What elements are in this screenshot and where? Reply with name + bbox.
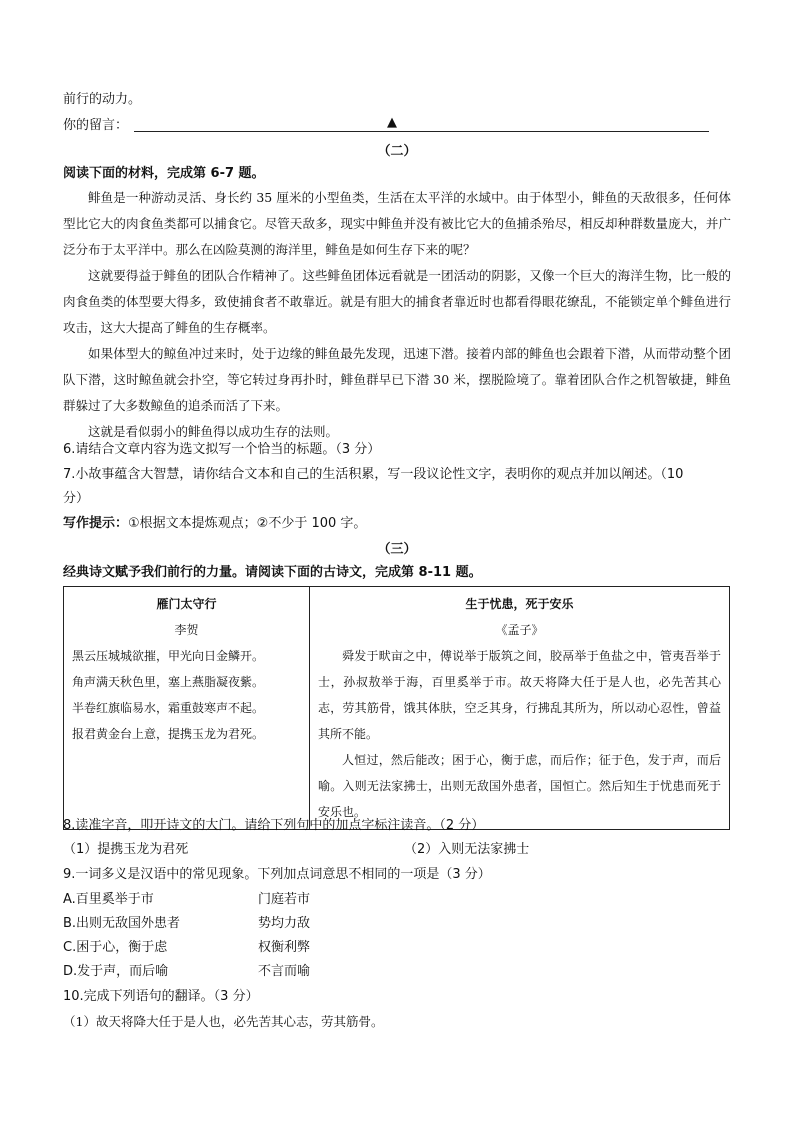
question-10: 10.完成下列语句的翻译。（3 分） (63, 989, 259, 1004)
poem-author: 李贺 (174, 623, 199, 637)
poem-cell (64, 587, 310, 830)
option-b-compare: 势均力敌 (258, 916, 311, 931)
option-b: B.出则无敌国外患者 (63, 916, 181, 931)
prose-paragraph: 舜发于畎亩之中，傅说举于版筑之间，胶鬲举于鱼盐之中，管夷吾举于士，孙叔敖举于海，百里奚举于市。故天将降大任于是人也，必先苦其心志，劳其筋骨，饿其体肤，空乏其身，行拂乱其所为，所以动心忍性，曾益其所不能。 (318, 649, 721, 741)
question-6: 6.请结合文章内容为选文拟写一个恰当的标题。（3 分） (63, 442, 381, 457)
poem-line: 半卷红旗临易水，霜重鼓寒声不起。 (72, 701, 265, 715)
texts-table (63, 586, 730, 830)
section-two-instruction: 阅读下面的材料，完成第 6-7 题。 (63, 166, 265, 181)
poem-line: 黑云压城城欲摧，甲光向日金鳞开。 (72, 649, 265, 663)
passage-paragraph: 这就要得益于鲱鱼的团队合作精神了。这些鲱鱼团体远看就是一团活动的阴影，又像一个巨大的海洋生物，比一般的肉食鱼类的体型要大得多，致使捕食者不敢靠近。就是有胆大的捕食者靠近时也都看得眼花缭乱，不能锁定单个鲱鱼进行攻击，这大大提高了鲱鱼的生存概率。 (63, 268, 731, 335)
message-label: 你的留言： (63, 118, 129, 133)
passage-paragraph: 如果体型大的鲸鱼冲过来时，处于边缘的鲱鱼最先发现，迅速下潜。接着内部的鲱鱼也会跟着下潜，从而带动整个团队下潜，这时鲸鱼就会扑空，等它转过身再扑时，鲱鱼群早已下潜 30 米，摆脱险境了。靠着团队合作之机智敏捷，鲱鱼群躲过了大多数鲸鱼的追杀而活了下来。 (63, 346, 731, 413)
option-a-compare: 门庭若市 (258, 892, 311, 907)
carry-over-text: 前行的动力。 (63, 92, 142, 107)
passage-text (63, 185, 731, 445)
question-8-item-1: （1）提携玉龙为君死 (63, 842, 189, 857)
poem-title: 雁门太守行 (156, 597, 217, 611)
section-three-heading: （三） (377, 542, 417, 557)
question-7-line-2: 分） (63, 491, 90, 506)
option-c: C.困于心，衡于虑 (63, 940, 168, 955)
writing-tip (63, 514, 366, 534)
poem-line: 报君黄金台上意，提携玉龙为君死。 (72, 727, 265, 741)
option-d: D.发于声，而后喻 (63, 964, 169, 979)
question-8-item-2: （2）入则无法家拂士 (404, 842, 530, 857)
triangle-marker-icon: ▲ (387, 115, 397, 130)
writing-tip-label: 写作提示： (63, 516, 129, 531)
question-9: 9.一词多义是汉语中的常见现象。下列加点词意思不相同的一项是（3 分） (63, 867, 491, 882)
passage-paragraph: 鲱鱼是一种游动灵活、身长约 35 厘米的小型鱼类，生活在太平洋的水域中。由于体型小，鲱鱼的天敌很多，任何体型比它大的肉食鱼类都可以捕食它。尽管天敌多，现实中鲱鱼并没有被比它大的鱼捕杀殆尽，相反却种群数量庞大，并广泛分布于太平洋中。那么在凶险莫测的海洋里，鲱鱼是如何生存下来的呢？ (63, 190, 731, 257)
option-c-compare: 权衡利弊 (258, 940, 311, 955)
question-10-item-1: （1）故天将降大任于是人也，必先苦其心志，劳其筋骨。 (63, 1014, 384, 1029)
section-three-instruction: 经典诗文赋予我们前行的力量。请阅读下面的古诗文，完成第 8-11 题。 (63, 565, 482, 580)
question-8: 8.读准字音，叩开诗文的大门。请给下列句中的加点字标注读音。（2 分） (63, 818, 485, 833)
prose-title: 生于忧患，死于安乐 (465, 597, 574, 611)
option-d-compare: 不言而喻 (258, 964, 311, 979)
poem-line: 角声满天秋色里，塞上燕脂凝夜紫。 (72, 675, 265, 689)
prose-author: 《孟子》 (495, 623, 544, 637)
option-a: A.百里奚举于市 (63, 892, 154, 907)
section-two-heading: （二） (377, 144, 417, 159)
passage-paragraph: 这就是看似弱小的鲱鱼得以成功生存的法则。 (88, 424, 339, 439)
prose-paragraph: 人恒过，然后能改；困于心，衡于虑，而后作；征于色，发于声，而后喻。入则无法家拂士，出则无敌国外患者，国恒亡。然后知生于忧患而死于安乐也。 (318, 753, 721, 819)
writing-tip-text: ①根据文本提炼观点；②不少于 100 字。 (128, 516, 367, 531)
message-answer-line[interactable] (134, 131, 709, 132)
prose-cell (310, 587, 730, 830)
question-7-line-1: 7.小故事蕴含大智慧，请你结合文本和自己的生活积累，写一段议论性文字，表明你的观点并加以阐述。（10 (63, 467, 684, 482)
